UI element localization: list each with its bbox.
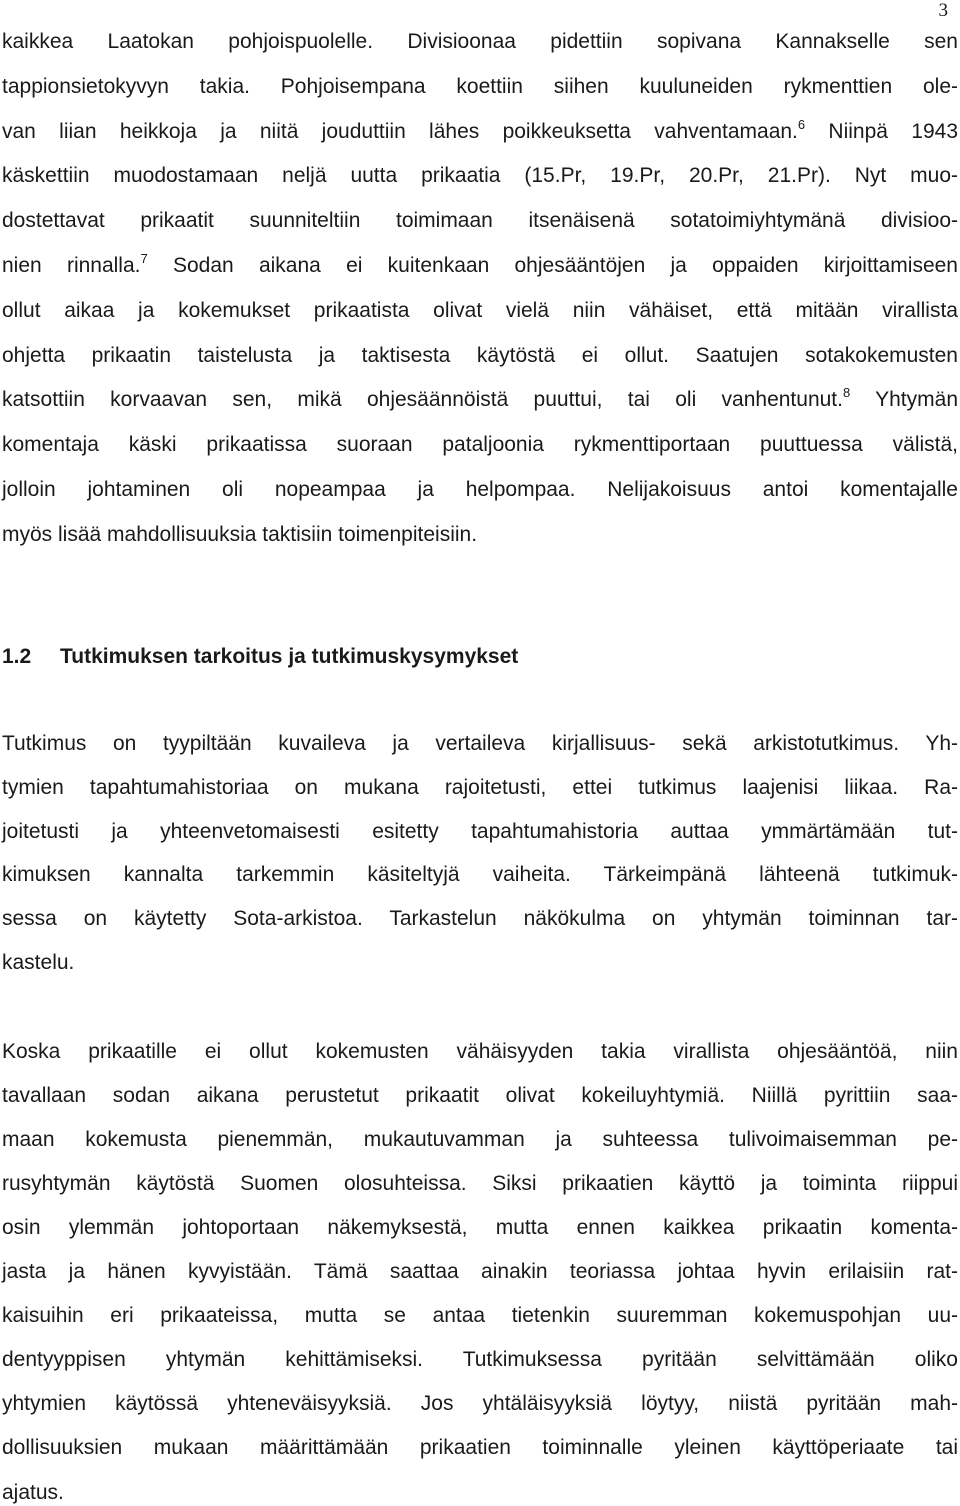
text-line: osin ylemmän johtoportaan näkemyksestä, mutta ennen kaikkea prikaatin komenta-: [2, 1216, 958, 1240]
text-line: ohjetta prikaatin taistelusta ja taktisesta käytöstä ei ollut. Saatujen sotakokemusten: [2, 343, 958, 367]
text-line: van liian heikkoja ja niitä jouduttiin lähes poikkeuksetta vahventamaan.$^6$ Niinpä 1943: [2, 116, 958, 143]
footnote-ref: 6: [797, 116, 806, 132]
section-number: 1.2: [2, 645, 32, 668]
footnote-ref: 7: [140, 251, 148, 266]
text-line: rusyhtymän käytöstä Suomen olosuhteissa. Siksi prikaatien käyttö ja toiminta riippui: [2, 1172, 958, 1196]
text-line: joitetusti ja yhteenvetomaisesti esitetty tapahtumahistoria auttaa ymmärtämään tut-: [2, 819, 958, 843]
section-title: Tutkimuksen tarkoitus ja tutkimuskysymykset: [60, 645, 519, 668]
text-line: ollut aikaa ja kokemukset prikaatista olivat vielä niin vähäiset, että mitään virallista: [2, 298, 958, 322]
text-line: tappionsietokyvyn takia. Pohjoisempana koettiin siihen kuuluneiden rykmenttien ole-: [2, 74, 958, 98]
text-line: dostettavat prikaatit suunniteltiin toimimaan itsenäisenä sotatoimiyhtymänä divisioo-: [2, 209, 958, 233]
text-line: ajatus.: [2, 1480, 64, 1504]
text-line: kaisuihin eri prikaateissa, mutta se antaa tietenkin suuremman kokemuspohjan uu-: [2, 1304, 958, 1328]
footnote-ref: 8: [842, 385, 851, 401]
text-line: käskettiin muodostamaan neljä uutta prikaatia (15.Pr, 19.Pr, 20.Pr, 21.Pr). Nyt muo-: [2, 164, 958, 188]
text-line: jasta ja hänen kyvyistään. Tämä saattaa ainakin teoriassa johtaa hyvin erilaisiin rat-: [2, 1260, 958, 1284]
text-line: dollisuuksien mukaan määrittämään prikaatien toiminnalle yleinen käyttöperiaate tai: [2, 1436, 958, 1460]
text-line: Tutkimus on tyypiltään kuvaileva ja vertaileva kirjallisuus- sekä arkistotutkimus. Yh-: [2, 732, 958, 755]
text-line: sessa on käytetty Sota-arkistoa. Tarkastelun näkökulma on yhtymän toiminnan tar-: [2, 907, 958, 931]
text-line: kaikkea Laatokan pohjoispuolelle. Divisioonaa pidettiin sopivana Kannakselle sen: [2, 30, 958, 53]
text-line: dentyyppisen yhtymän kehittämiseksi. Tutkimuksessa pyritään selvittämään oliko: [2, 1348, 958, 1372]
text-line: tavallaan sodan aikana perustetut prikaatit olivat kokeiluyhtymiä. Niillä pyrittiin saa-: [2, 1084, 958, 1108]
text-line: Koska prikaatille ei ollut kokemusten vähäisyyden takia virallista ohjesääntöä, niin: [2, 1040, 958, 1063]
text-line: nien rinnalla.$^7$ Sodan aikana ei kuitenkaan ohjesääntöjen ja oppaiden kirjoittamiseen: [2, 251, 958, 277]
text-line: yhtymien käytössä yhteneväisyyksiä. Jos yhtäläisyyksiä löytyy, niistä pyritään mah-: [2, 1392, 958, 1416]
text-line: kastelu.: [2, 951, 75, 974]
section-heading: [2, 644, 518, 670]
text-line: komentaja käski prikaatissa suoraan pataljoonia rykmenttiportaan puuttuessa välistä,: [2, 433, 958, 457]
text-line: jolloin johtaminen oli nopeampaa ja helpompaa. Nelijakoisuus antoi komentajalle: [2, 478, 958, 501]
text-line: kimuksen kannalta tarkemmin käsiteltyjä vaiheita. Tärkeimpänä lähteenä tutkimuk-: [2, 863, 958, 887]
text-line: katsottiin korvaavan sen, mikä ohjesäännöistä puuttui, tai oli vanhentunut.$^8$ Yhtymän: [2, 385, 958, 412]
text-line: maan kokemusta pienemmän, mukautuvamman ja suhteessa tulivoimaisemman pe-: [2, 1128, 958, 1152]
text-line: myös lisää mahdollisuuksia taktisiin toimenpiteisiin.: [2, 522, 478, 546]
text-line: tymien tapahtumahistoriaa on mukana rajoitetusti, ettei tutkimus laajenisi liikaa. Ra-: [2, 775, 958, 799]
page-number: 3: [938, 0, 948, 21]
